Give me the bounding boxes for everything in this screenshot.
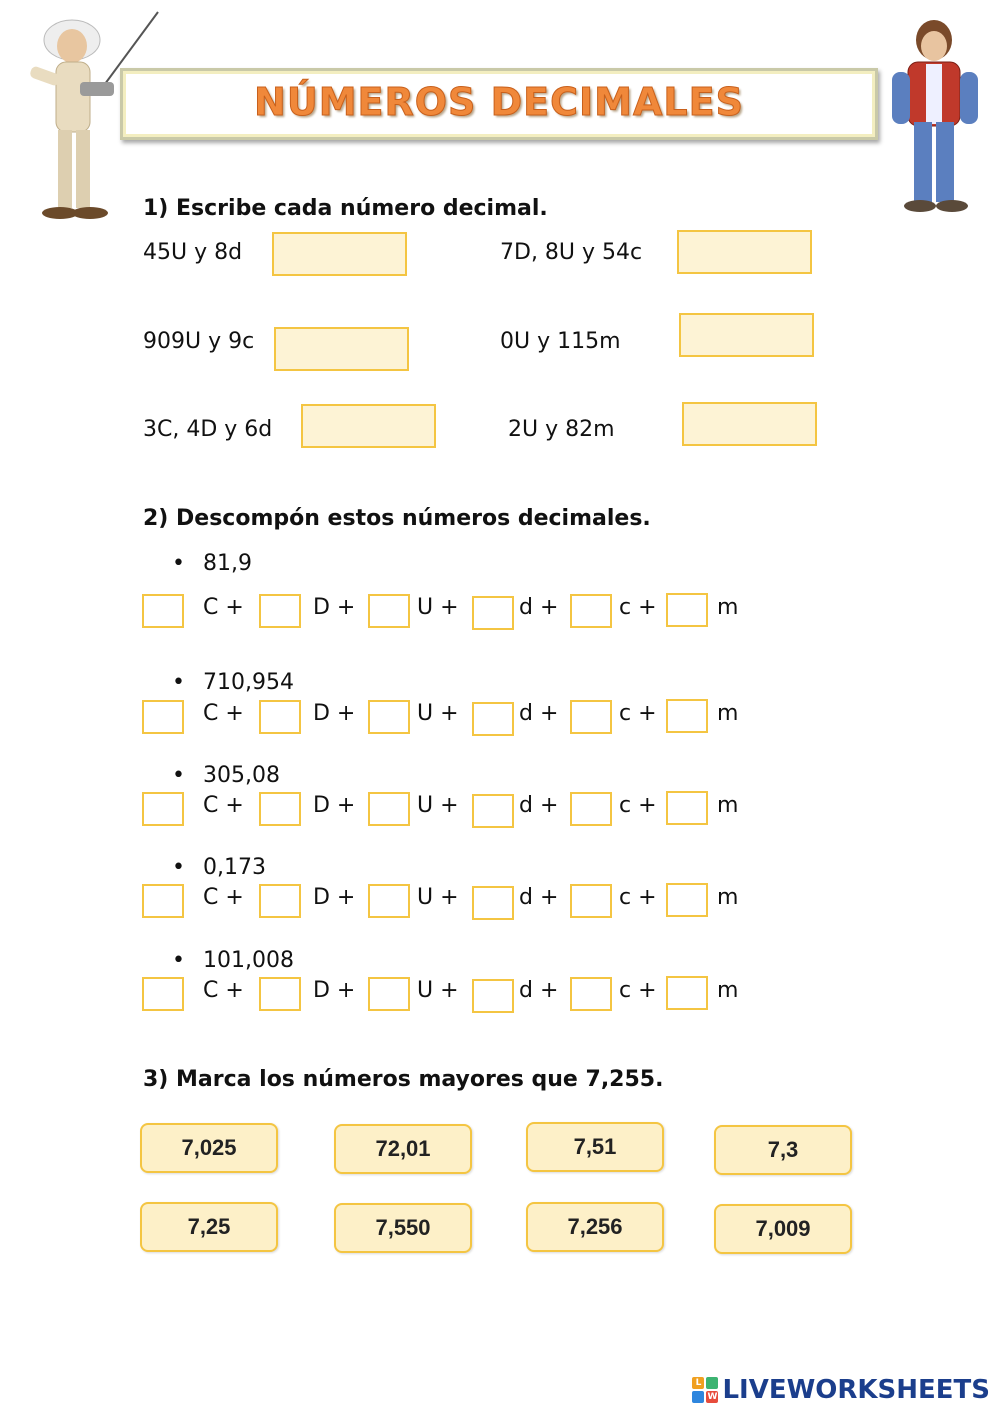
choice-chip[interactable]: 7,550 (334, 1203, 472, 1253)
s1-answer-6[interactable] (682, 402, 817, 446)
unit-label: D + (313, 595, 356, 620)
s1-label-6: 2U y 82m (508, 417, 615, 442)
bullet: • (172, 670, 185, 695)
unit-label: U + (417, 595, 459, 620)
unit-label: D + (313, 885, 356, 910)
s2-number-5: 101,008 (203, 948, 294, 973)
unit-label: c + (619, 978, 657, 1003)
s1-answer-4[interactable] (679, 313, 814, 357)
s2-r4-box-D[interactable] (259, 884, 301, 918)
brand-name: LIVEWORKSHEETS (722, 1375, 990, 1405)
boy-illustration (878, 10, 996, 215)
s2-r1-box-C[interactable] (142, 594, 184, 628)
s2-r4-box-U[interactable] (368, 884, 410, 918)
choice-chip[interactable]: 7,256 (526, 1202, 664, 1252)
unit-label: c + (619, 701, 657, 726)
unit-label: D + (313, 978, 356, 1003)
unit-label: C + (203, 595, 244, 620)
s2-r5-box-m[interactable] (666, 976, 708, 1010)
logo-square (706, 1377, 718, 1389)
unit-label: U + (417, 793, 459, 818)
s1-label-1: 45U y 8d (143, 240, 243, 265)
liveworksheets-logo[interactable] (692, 1375, 990, 1405)
unit-label: d + (519, 793, 559, 818)
s2-r5-box-d[interactable] (472, 979, 514, 1013)
s1-answer-2[interactable] (677, 230, 812, 274)
s2-r3-box-c[interactable] (570, 792, 612, 826)
s1-label-3: 909U y 9c (143, 329, 255, 354)
s2-r3-box-d[interactable] (472, 794, 514, 828)
section3-heading: 3) Marca los números mayores que 7,255. (143, 1067, 664, 1092)
s2-r5-box-U[interactable] (368, 977, 410, 1011)
unit-label: c + (619, 793, 657, 818)
s2-number-4: 0,173 (203, 855, 266, 880)
s1-label-5: 3C, 4D y 6d (143, 417, 273, 442)
bullet: • (172, 855, 185, 880)
logo-square (692, 1391, 704, 1403)
unit-label: m (717, 885, 739, 910)
s2-r2-box-c[interactable] (570, 700, 612, 734)
unit-label: C + (203, 793, 244, 818)
choice-chip[interactable]: 7,51 (526, 1122, 664, 1172)
s2-r3-box-m[interactable] (666, 791, 708, 825)
unit-label: D + (313, 701, 356, 726)
unit-label: d + (519, 595, 559, 620)
s1-label-4: 0U y 115m (500, 329, 621, 354)
unit-label: m (717, 701, 739, 726)
s2-r2-box-C[interactable] (142, 700, 184, 734)
unit-label: c + (619, 885, 657, 910)
s2-r3-box-C[interactable] (142, 792, 184, 826)
s2-r1-box-D[interactable] (259, 594, 301, 628)
s1-answer-5[interactable] (301, 404, 436, 448)
s2-number-1: 81,9 (203, 551, 252, 576)
s2-r1-box-d[interactable] (472, 596, 514, 630)
page-title: NÚMEROS DECIMALES (254, 80, 744, 124)
unit-label: m (717, 978, 739, 1003)
s2-r4-box-c[interactable] (570, 884, 612, 918)
s2-r4-box-C[interactable] (142, 884, 184, 918)
choice-chip[interactable]: 7,025 (140, 1123, 278, 1173)
s2-r5-box-c[interactable] (570, 977, 612, 1011)
s1-answer-1[interactable] (272, 232, 407, 276)
unit-label: d + (519, 885, 559, 910)
section1-heading: 1) Escribe cada número decimal. (143, 196, 548, 221)
s2-number-3: 305,08 (203, 763, 280, 788)
s2-r5-box-D[interactable] (259, 977, 301, 1011)
unit-label: m (717, 793, 739, 818)
s2-r3-box-D[interactable] (259, 792, 301, 826)
logo-letter: W (707, 1392, 718, 1402)
s2-r1-box-c[interactable] (570, 594, 612, 628)
choice-chip[interactable]: 72,01 (334, 1124, 472, 1174)
unit-label: U + (417, 978, 459, 1003)
s2-r1-box-m[interactable] (666, 593, 708, 627)
s2-r2-box-D[interactable] (259, 700, 301, 734)
unit-label: U + (417, 885, 459, 910)
s2-r2-box-d[interactable] (472, 702, 514, 736)
unit-label: C + (203, 885, 244, 910)
s2-number-2: 710,954 (203, 670, 294, 695)
s2-r3-box-U[interactable] (368, 792, 410, 826)
unit-label: m (717, 595, 739, 620)
choice-chip[interactable]: 7,3 (714, 1125, 852, 1175)
unit-label: U + (417, 701, 459, 726)
unit-label: d + (519, 978, 559, 1003)
unit-label: d + (519, 701, 559, 726)
unit-label: c + (619, 595, 657, 620)
s2-r2-box-m[interactable] (666, 699, 708, 733)
bullet: • (172, 763, 185, 788)
bullet: • (172, 948, 185, 973)
s2-r4-box-d[interactable] (472, 886, 514, 920)
choice-chip[interactable]: 7,009 (714, 1204, 852, 1254)
unit-label: C + (203, 978, 244, 1003)
unit-label: C + (203, 701, 244, 726)
s2-r2-box-U[interactable] (368, 700, 410, 734)
bullet: • (172, 551, 185, 576)
s1-label-2: 7D, 8U y 54c (500, 240, 643, 265)
choice-chip[interactable]: 7,25 (140, 1202, 278, 1252)
s2-r1-box-U[interactable] (368, 594, 410, 628)
s1-answer-3[interactable] (274, 327, 409, 371)
s2-r4-box-m[interactable] (666, 883, 708, 917)
s2-r5-box-C[interactable] (142, 977, 184, 1011)
unit-label: D + (313, 793, 356, 818)
section2-heading: 2) Descompón estos números decimales. (143, 506, 651, 531)
logo-icon (692, 1377, 718, 1403)
logo-letter: L (692, 1377, 704, 1389)
